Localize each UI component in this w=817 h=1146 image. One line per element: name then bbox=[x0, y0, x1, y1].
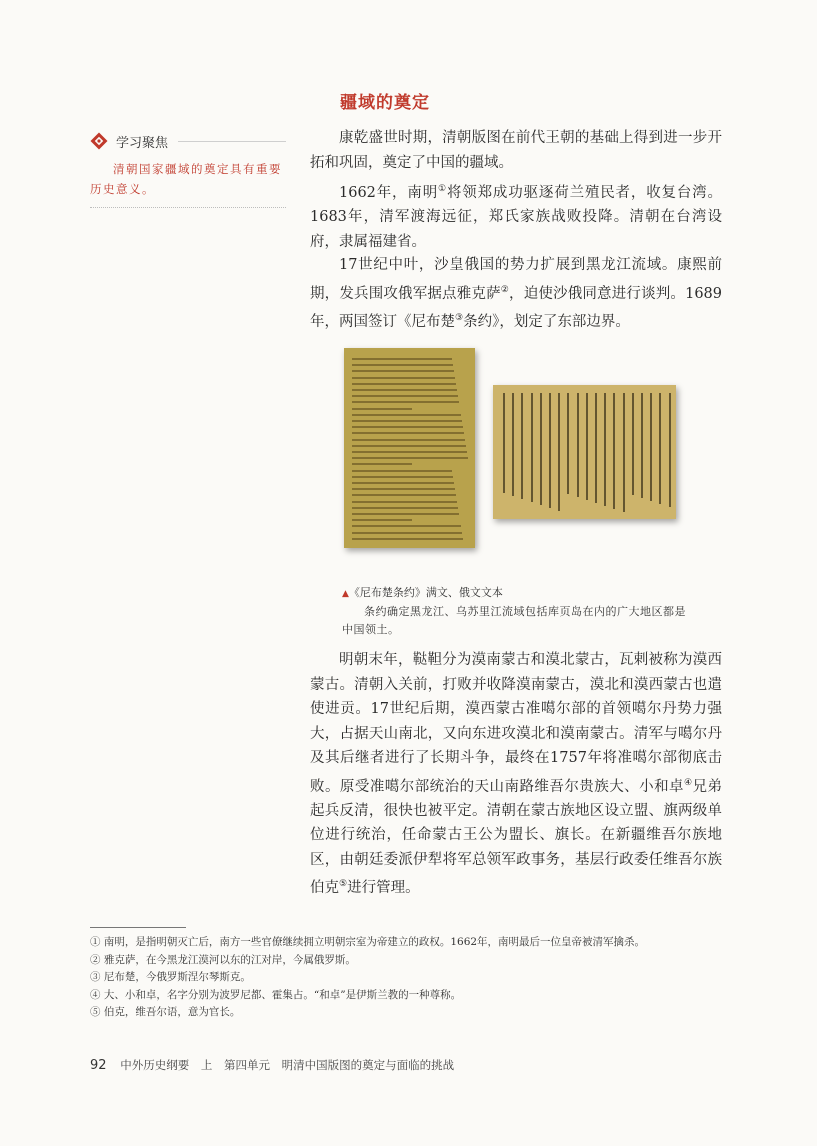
learning-focus-label: 学习聚焦 bbox=[116, 135, 169, 151]
handwriting-line bbox=[352, 463, 412, 465]
handwriting-line bbox=[352, 389, 457, 391]
caption-body: 条约确定黑龙江、乌苏里江流域包括库页岛在内的广大地区都是中国领土。 bbox=[342, 605, 686, 636]
script-column bbox=[577, 393, 579, 497]
paragraph-2-text-a: 1662年，南明 bbox=[339, 184, 439, 201]
footnote-ref-2: ② bbox=[500, 284, 510, 295]
script-column bbox=[521, 393, 523, 499]
script-column bbox=[531, 393, 533, 502]
footnote-ref-1: ① bbox=[438, 184, 447, 194]
handwriting-line bbox=[352, 519, 412, 521]
paragraph-4 bbox=[310, 648, 722, 901]
handwriting-line bbox=[352, 525, 461, 527]
handwriting-line bbox=[352, 414, 461, 416]
focus-dotted-rule bbox=[90, 207, 286, 208]
script-column bbox=[613, 393, 615, 509]
paragraph-3-text-a: 17世纪中叶，沙皇俄国的势力扩展到黑龙江流域。康熙前期，发兵围攻俄军据点雅克萨 bbox=[310, 257, 722, 302]
handwriting-line bbox=[352, 395, 458, 397]
handwriting-line bbox=[352, 494, 456, 496]
handwriting-line bbox=[352, 445, 466, 447]
handwriting-line bbox=[352, 476, 453, 478]
script-column bbox=[549, 393, 551, 508]
handwriting-line bbox=[352, 457, 468, 459]
script-column bbox=[650, 393, 652, 501]
footnote-item: ⑤ 伯克，维吾尔语，意为官长。 bbox=[90, 1006, 241, 1018]
footnote-item: ③ 尼布楚，今俄罗斯涅尔琴斯克。 bbox=[90, 971, 251, 983]
footnote-item: ④ 大、小和卓，名字分别为波罗尼都、霍集占。“和卓”是伊斯兰教的一种尊称。 bbox=[90, 988, 462, 1001]
diamond-arrow-icon bbox=[90, 132, 108, 150]
script-column bbox=[558, 393, 560, 511]
script-column bbox=[641, 393, 643, 498]
footnote-ref-4: ④ bbox=[684, 777, 693, 788]
handwriting-line bbox=[352, 370, 454, 372]
paragraph-2 bbox=[310, 177, 722, 254]
script-column bbox=[586, 393, 588, 500]
handwriting-line bbox=[352, 401, 459, 403]
handwriting-line bbox=[352, 538, 463, 540]
handwriting-line bbox=[352, 501, 457, 503]
footnotes bbox=[90, 934, 730, 1022]
handwriting-line bbox=[352, 488, 455, 490]
script-column bbox=[632, 393, 634, 495]
footnote-ref-3: ③ bbox=[455, 312, 464, 323]
script-column bbox=[512, 393, 514, 496]
treaty-russian-document-image bbox=[344, 348, 475, 548]
footnote-divider bbox=[90, 927, 186, 928]
handwriting-line bbox=[352, 377, 455, 379]
paragraph-4-text-b: 兄弟起兵反清，很快也被平定。清朝在蒙古族地区设立盟、旗两级单位进行统治，任命蒙古王公为盟长、旗长。在新疆维吾尔族地区，由朝廷委派伊犁将军总领军政事务，基层行政委任维吾尔族伯克 bbox=[310, 778, 722, 897]
script-column bbox=[503, 393, 505, 493]
treaty-manchu-document-image bbox=[493, 385, 676, 519]
unit-label: 第四单元 bbox=[224, 1058, 271, 1072]
handwriting-line bbox=[352, 420, 462, 422]
page-footer bbox=[90, 1057, 462, 1073]
script-column bbox=[669, 393, 671, 507]
paragraph-3 bbox=[310, 253, 722, 334]
script-column bbox=[540, 393, 542, 505]
paragraph-3-text-b: ，迫使沙俄同意进行谈判。1689年，两国签订《尼布楚 bbox=[310, 285, 723, 330]
page-number: 92 bbox=[90, 1058, 107, 1073]
paragraph-4-text-c: 进行管理。 bbox=[347, 880, 420, 897]
focus-divider bbox=[178, 141, 286, 142]
handwriting-line bbox=[352, 513, 459, 515]
handwriting-line bbox=[352, 364, 453, 366]
paragraph-2-text-b: 将领郑成功驱逐荷兰殖民者，收复台湾。1683年，清军渡海远征，郑氏家族战败投降。清朝在台湾设府，隶属福建省。 bbox=[310, 184, 723, 250]
handwriting-line bbox=[352, 383, 456, 385]
script-column bbox=[604, 393, 606, 506]
volume-label: 上 bbox=[200, 1058, 213, 1072]
paragraph-4-text-a: 明朝末年，鞑靼分为漠南蒙古和漠北蒙古，瓦剌被称为漠西蒙古。清朝入关前，打败并收降漠南蒙古，漠北和漠西蒙古也遣使进贡。17世纪后期，漠西蒙古准噶尔部的首领噶尔丹势力强大，占据天山南北，又向东进攻漠北和漠南蒙古。清军与噶尔丹及其后继者进行了长期斗争，最终在1757年将准噶尔部彻底击败。原受准噶尔部统治的天山南路维吾尔贵族大、小和卓 bbox=[310, 652, 722, 795]
handwriting-line bbox=[352, 482, 454, 484]
learning-focus-text: 清朝国家疆域的奠定具有重要历史意义。 bbox=[90, 162, 282, 196]
script-column bbox=[659, 393, 661, 504]
unit-title: 明清中国版图的奠定与面临的挑战 bbox=[281, 1058, 455, 1072]
learning-focus-box bbox=[90, 130, 286, 208]
handwriting-line bbox=[352, 432, 464, 434]
script-column bbox=[567, 393, 569, 494]
paragraph-1: 康乾盛世时期，清朝版图在前代王朝的基础上得到进一步开拓和巩固，奠定了中国的疆域。 bbox=[310, 130, 722, 171]
handwriting-line bbox=[352, 408, 412, 410]
handwriting-line bbox=[352, 358, 452, 360]
handwriting-line bbox=[352, 532, 462, 534]
learning-focus-header bbox=[90, 130, 286, 152]
section-title: 疆域的奠定 bbox=[340, 93, 430, 113]
footnote-item: ② 雅克萨，在今黑龙江漠河以东的江对岸，今属俄罗斯。 bbox=[90, 953, 356, 966]
handwriting-line bbox=[352, 426, 463, 428]
book-title: 中外历史纲要 bbox=[120, 1058, 190, 1072]
footnote-ref-5: ⑤ bbox=[339, 879, 348, 890]
caption-title: 《尼布楚条约》满文、俄文文本 bbox=[348, 586, 503, 599]
handwriting-line bbox=[352, 451, 467, 453]
paragraph-3-text-c: 条约》，划定了东部边界。 bbox=[463, 313, 630, 330]
handwriting-line bbox=[352, 507, 458, 509]
handwriting-line bbox=[352, 439, 465, 441]
figure-caption bbox=[342, 584, 692, 639]
script-column bbox=[595, 393, 597, 503]
footnote-item: ① 南明，是指明朝灭亡后，南方一些官僚继续拥立明朝宗室为帝建立的政权。1662年，南明最后一位皇帝被清军擒杀。 bbox=[90, 936, 646, 948]
caption-triangle-icon: ▲ bbox=[342, 589, 349, 599]
script-column bbox=[623, 393, 625, 512]
handwriting-line bbox=[352, 470, 452, 472]
